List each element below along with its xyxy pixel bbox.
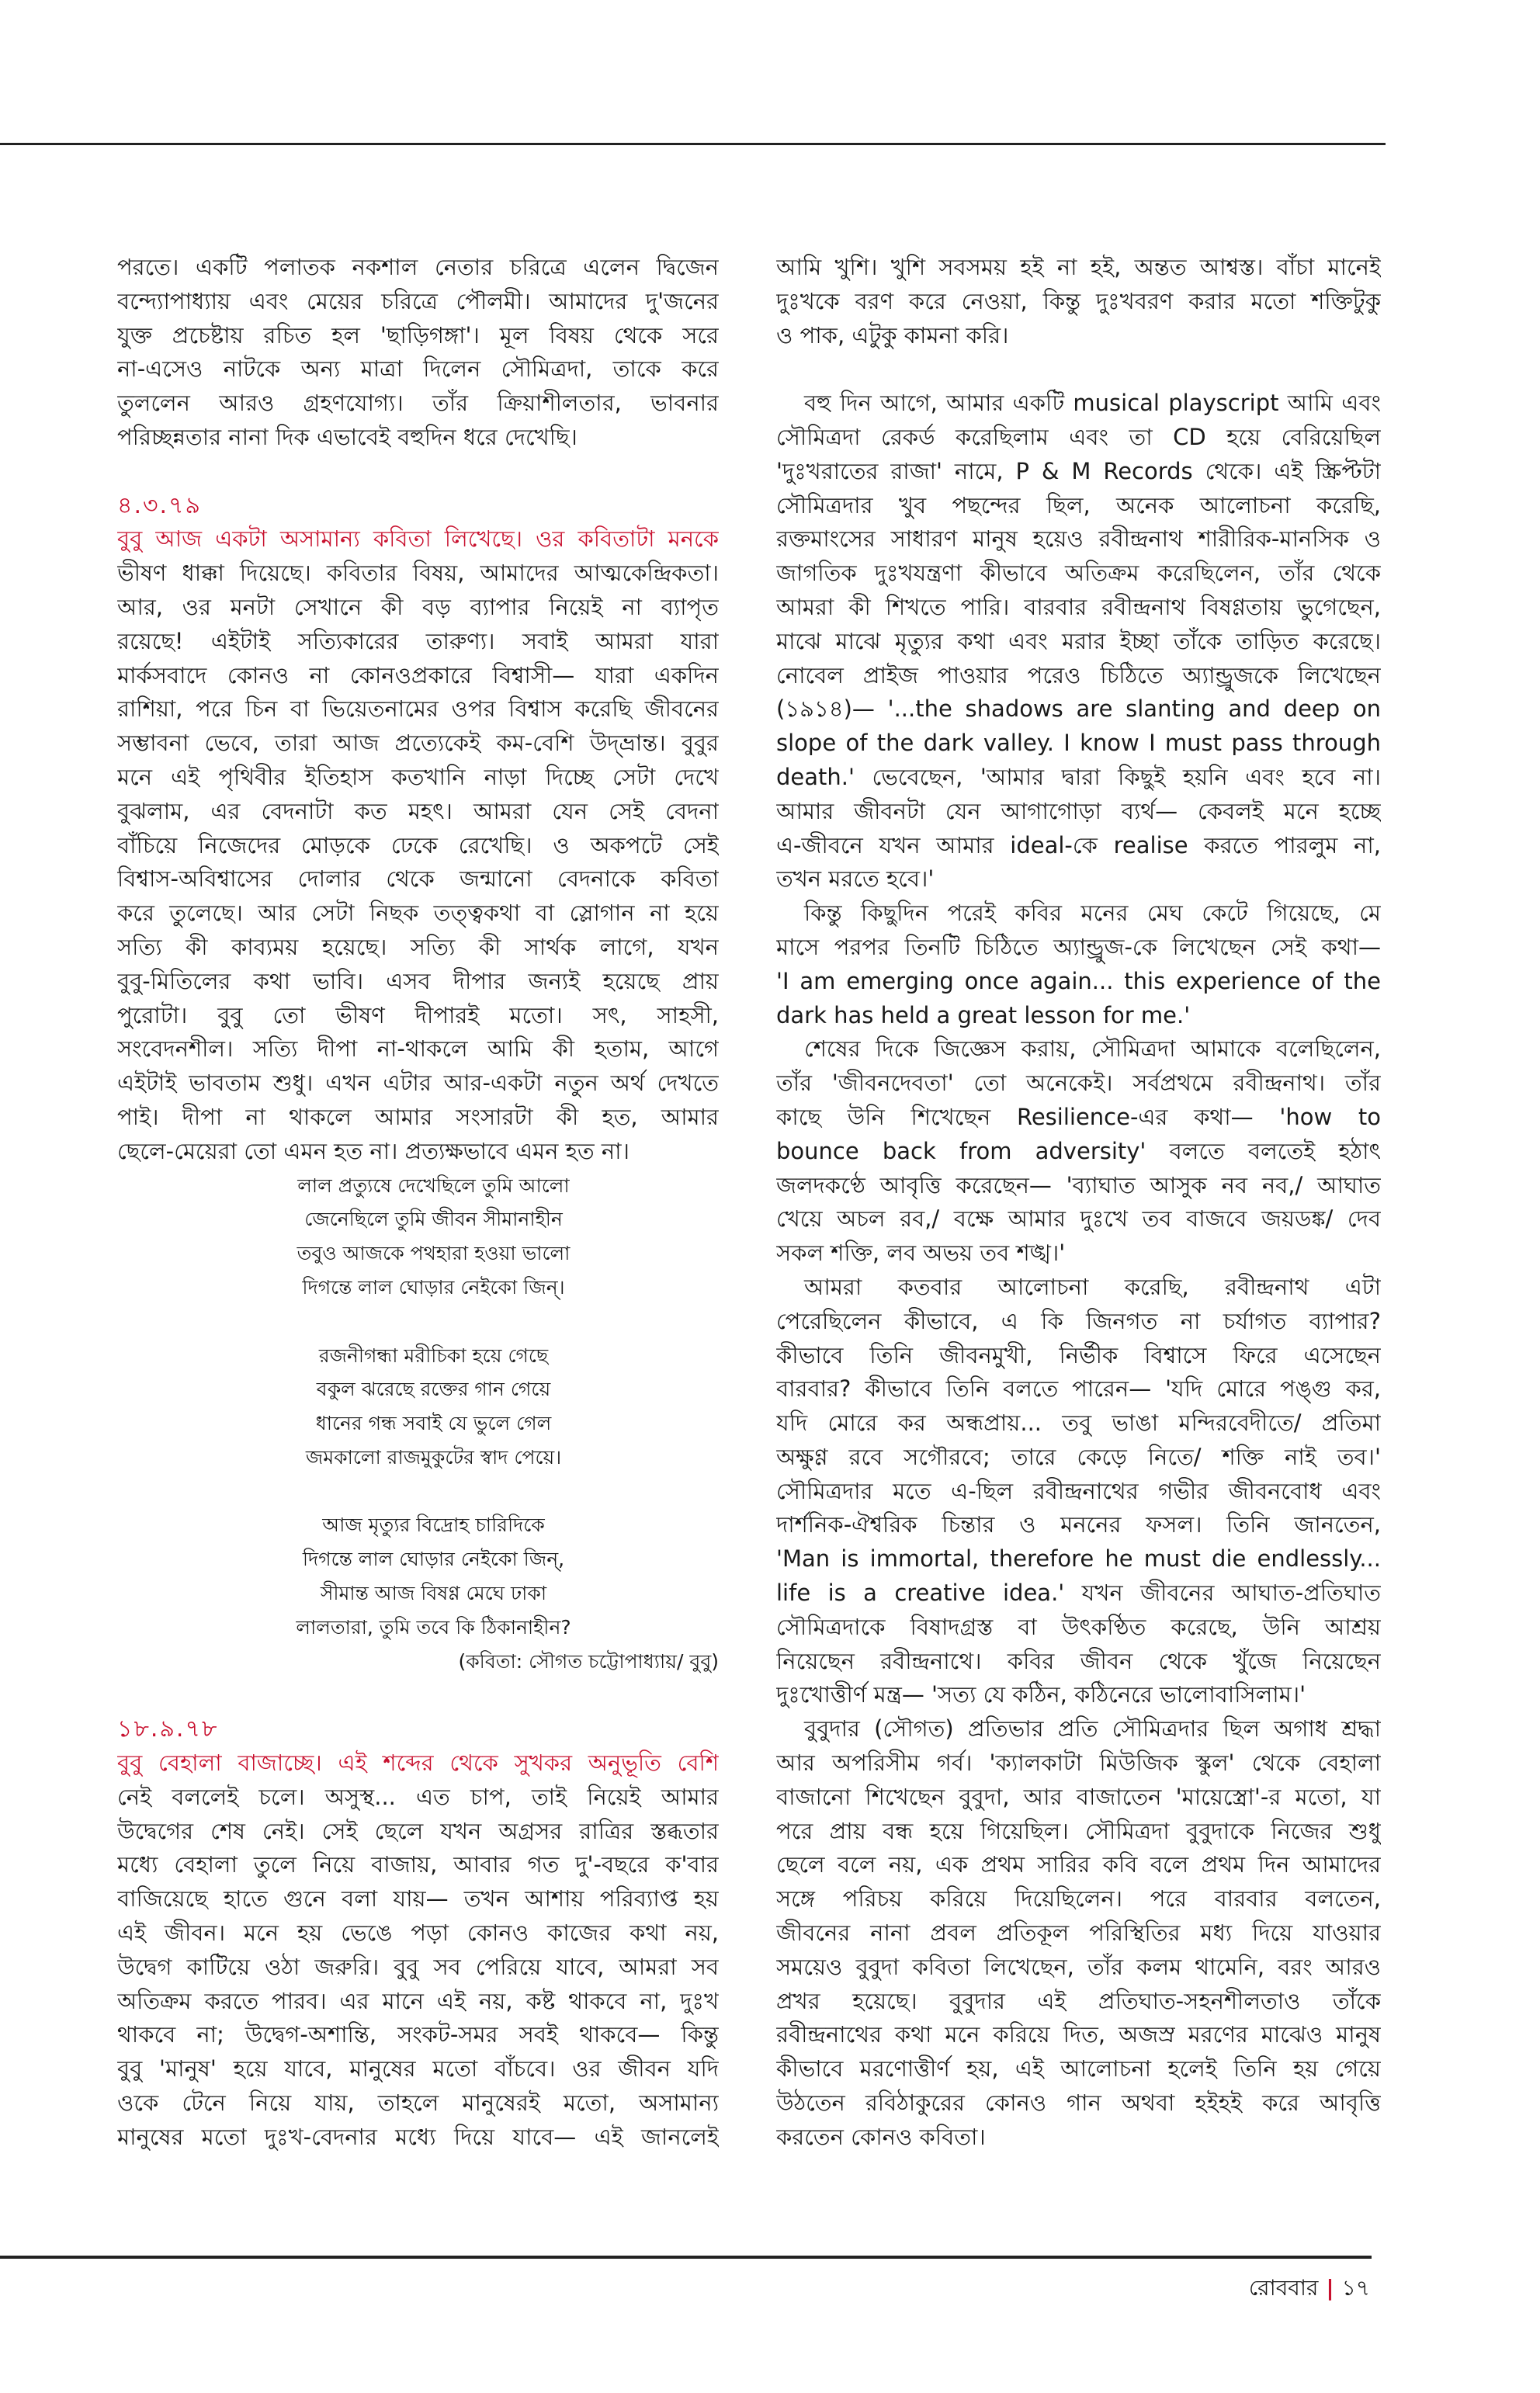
- text-line: দার্শনিক-ঐশ্বরিক চিন্তার ও মননের ফসল। তিনি জানতেন,: [776, 1511, 1381, 1538]
- entry-lead-line: বুবু বেহালা বাজাচ্ছে। এই শব্দের থেকে সুখকর অনুভূতি বেশি: [117, 1750, 719, 1777]
- text-line: বাজিয়েছে হাতে গুনে বলা যায়— তখন আশায় পরিব্যাপ্ত হয়: [117, 1885, 719, 1913]
- text-line: কীভাবে মরণোত্তীর্ণ হয়, এই আলোচনা হলেই তিনি হয় গেয়ে: [776, 2055, 1381, 2083]
- text-line: করতেন কোনও কবিতা।: [776, 2123, 986, 2150]
- text-line: ওকে টেনে নিয়ে যায়, তাহলে মানুষেরই মতো, অসামান্য: [117, 2090, 719, 2117]
- text-line: মার্কসবাদে কোনও না কোনওপ্রকারে বিশ্বাসী— যারা একদিন: [117, 661, 719, 688]
- text-line: সকল শক্তি, লব অভয় তব শঙ্খ।': [776, 1240, 1066, 1267]
- text-line: সৌমিত্রদার মতে এ-ছিল রবীন্দ্রনাথের গভীর জীবনবোধ এবং: [776, 1477, 1381, 1504]
- text-line: তখন মরতে হবে।': [776, 865, 935, 893]
- text-line: (১৯১৪)— '...the shadows are slanting and deep on: [776, 695, 1381, 723]
- text-line: থাকবে না; উদ্বেগ-অশান্তি, সংকট-সমর সবই থাকবে— কিন্তু: [117, 2021, 719, 2048]
- right-column: [776, 251, 1381, 2155]
- text-line: পরতে। একটি পলাতক নকশাল নেতার চরিত্রে এলেন দ্বিজেন: [117, 254, 719, 280]
- text-line: পুরোটা। বুবু তো ভীষণ দীপারই মতো। সৎ, সাহসী,: [117, 1001, 719, 1028]
- text-line: 'Man is immortal, therefore he must die endlessly...: [776, 1545, 1381, 1573]
- poem-line: সীমান্ত আজ বিষণ্ণ মেঘে ঢাকা: [320, 1582, 547, 1605]
- text-line: মাঝে মাঝে মৃত্যুর কথা এবং মরার ইচ্ছা তাঁকে তাড়িত করেছে।: [776, 627, 1381, 654]
- text-line: বুবু 'মানুষ' হয়ে যাবে, মানুষের মতো বাঁচবে। ওর জীবন যদি: [117, 2055, 719, 2083]
- poem-line: বকুল ঝরেছে রক্তের গান গেয়ে: [316, 1378, 551, 1401]
- text-line: করে তুলেছে। আর সেটা নিছক তত্ত্বকথা বা স্লোগান না হয়ে: [117, 900, 719, 927]
- text-line: দুঃখোত্তীর্ণ মন্ত্র— 'সত্য যে কঠিন, কঠিনেরে ভালোবাসিলাম।': [776, 1681, 1306, 1708]
- entry-date: ৪.৩.৭৯: [117, 491, 203, 519]
- text-line: তুললেন আরও গ্রহণযোগ্য। তাঁর ক্রিয়াশীলতার, ভাবনার: [117, 390, 719, 417]
- text-line: জলদকণ্ঠে আবৃত্তি করেছেন— 'ব্যাঘাত আসুক নব নব,/ আঘাত: [776, 1171, 1381, 1198]
- text-line: সময়েও বুবুদা কবিতা লিখেছেন, তাঁর কলম থামেনি, বরং আরও: [776, 1953, 1381, 1980]
- text-line: এ-জীবনে যখন আমার ideal-কে realise করতে পারলুম না,: [776, 831, 1381, 858]
- text-line: বাঁচিয়ে নিজেদের মোড়কে ঢেকে রেখেছি। ও অকপটে সেই: [117, 831, 719, 858]
- text-line: বুঝলাম, এর বেদনাটা কত মহৎ। আমরা যেন সেই বেদনা: [117, 797, 719, 824]
- text-line: দুঃখকে বরণ করে নেওয়া, কিন্তু দুঃখবরণ করার মতো শক্তিটুকু: [776, 287, 1381, 314]
- text-line: মাসে পরপর তিনটি চিঠিতে অ্যান্ড্রুজ-কে লিখেছেন সেই কথা—: [776, 933, 1381, 960]
- text-line: রবীন্দ্রনাথের কথা মনে করিয়ে দিত, অজস্র মরণের মাঝেও মানুষ: [776, 2021, 1381, 2048]
- text-line: শেষের দিকে জিজ্ঞেস করায়, সৌমিত্রদা আমাকে বলেছিলেন,: [804, 1035, 1381, 1063]
- text-line: কিন্তু কিছুদিন পরেই কবির মনের মেঘ কেটে গিয়েছে, মে: [804, 900, 1381, 927]
- blank-line: [117, 1678, 719, 1712]
- text-line: bounce back from adversity' বলতে বলতেই হঠাৎ: [776, 1137, 1381, 1164]
- text-line: সৌমিত্রদা রেকর্ড করেছিলাম এবং তা CD হয়ে বেরিয়েছিল: [776, 423, 1381, 450]
- entry-lead-line: বুবু আজ একটা অসামান্য কবিতা লিখেছে। ওর কবিতাটা মনকে: [117, 525, 719, 553]
- text-line: dark has held a great lesson for me.': [776, 1001, 1191, 1028]
- text-line: মানুষের মতো দুঃখ-বেদনার মধ্যে দিয়ে যাবে— এই জানলেই: [117, 2123, 719, 2150]
- left-column: [117, 251, 719, 2155]
- poem-line: দিগন্তে লাল ঘোড়ার নেইকো জিন্।: [302, 1275, 565, 1299]
- poem-line: ধানের গন্ধ সবাই যে ভুলে গেল: [315, 1412, 552, 1435]
- text-line: পাই। দীপা না থাকলে আমার সংসারটা কী হত, আমার: [117, 1103, 719, 1130]
- text-line: সত্যি কী কাব্যময় হয়েছে। সত্যি কী সার্থক লাগে, যখন: [117, 933, 719, 960]
- poem-line: লালতারা, তুমি তবে কি ঠিকানাহীন?: [296, 1615, 571, 1639]
- text-line: জাগতিক দুঃখযন্ত্রণা কীভাবে অতিক্রম করেছিলেন, তাঁর থেকে: [776, 560, 1381, 587]
- text-line: না-এসেও নাটকে অন্য মাত্রা দিলেন সৌমিত্রদা, তাকে করে: [117, 355, 719, 383]
- text-line: ভীষণ ধাক্কা দিয়েছে। কবিতার বিষয়, আমাদের আত্মকেন্দ্রিকতা।: [117, 560, 719, 587]
- footer-rule: [0, 2256, 1372, 2259]
- text-line: 'I am emerging once again... this experience of the: [776, 967, 1381, 994]
- blank-line: [117, 1305, 719, 1339]
- text-line: কাছে উনি শিখেছেন Resilience-এর কথা— 'how to: [776, 1103, 1381, 1130]
- text-line: বিশ্বাস-অবিশ্বাসের দোলার থেকে জন্মানো বেদনাকে কবিতা: [117, 865, 719, 893]
- footer-separator: |: [1326, 2275, 1334, 2301]
- text-line: death.' ভেবেছেন, 'আমার দ্বারা কিছুই হয়নি এবং হবে না।: [776, 763, 1381, 790]
- blank-line: [117, 1475, 719, 1509]
- text-line: আর অপরিসীম গর্ব। 'ক্যালকাটা মিউজিক স্কুল' থেকে বেহালা: [776, 1750, 1381, 1777]
- text-line: আমার জীবনটা যেন আগাগোড়া ব্যর্থ— কেবলই মনে হচ্ছে: [776, 797, 1381, 824]
- text-line: পরিচ্ছন্নতার নানা দিক এভাবেই বহুদিন ধরে দেখেছি।: [117, 423, 578, 450]
- text-line: মনে এই পৃথিবীর ইতিহাস কতখানি নাড়া দিচ্ছে সেটা দেখে: [117, 763, 719, 790]
- text-line: পরে প্রায় বন্ধ হয়ে গিয়েছিল। সৌমিত্রদা বুবুদাকে নিজের শুধু: [776, 1817, 1381, 1844]
- text-line: তাঁর 'জীবনদেবতা' তো অনেকেই। সর্বপ্রথমে রবীন্দ্রনাথ। তাঁর: [776, 1070, 1381, 1097]
- text-line: আমরা কতবার আলোচনা করেছি, রবীন্দ্রনাথ এটা: [804, 1273, 1381, 1300]
- text-line: কীভাবে তিনি জীবনমুখী, নির্ভীক বিশ্বাসে ফিরে এসেছেন: [776, 1341, 1381, 1368]
- text-line: নেই বললেই চলে। অসুস্থ... এত চাপ, তাই নিয়েই আমার: [117, 1783, 719, 1810]
- text-line: বুবুদার (সৌগত) প্রতিভার প্রতি সৌমিত্রদার ছিল অগাধ শ্রদ্ধা: [804, 1715, 1381, 1743]
- text-line: যদি মোরে কর অন্ধপ্রায়... তবু ভাঙা মন্দিরবেদীতে/ প্রতিমা: [776, 1410, 1381, 1437]
- text-line: বহু দিন আগে, আমার একটি musical playscript আমি এবং: [804, 390, 1381, 417]
- text-line: slope of the dark valley. I know I must pass through: [776, 730, 1381, 757]
- text-line: বাজানো শিখেছেন বুবুদা, আর বাজাতেন 'মায়েস্ত্রো'-র মতো, যা: [776, 1783, 1381, 1810]
- blank-line: [776, 352, 1381, 387]
- text-line: সৌমিত্রদার খুব পছন্দের ছিল, অনেক আলোচনা করেছি,: [776, 491, 1381, 518]
- text-line: রয়েছে! এইটাই সত্যিকারের তারুণ্য। সবাই আমরা যারা: [117, 627, 719, 654]
- poem-line: লাল প্রত্যুষে দেখেছিলে তুমি আলো: [297, 1174, 570, 1197]
- text-line: সঙ্গে পরিচয় করিয়ে দিয়েছিলেন। পরে বারবার বলতেন,: [776, 1885, 1381, 1913]
- text-line: এইটাই ভাবতাম শুধু। এখন এটার আর-একটা নতুন অর্থ দেখতে: [117, 1070, 719, 1097]
- text-line: রাশিয়া, পরে চিন বা ভিয়েতনামের ওপর বিশ্বাস করেছি জীবনের: [117, 695, 719, 723]
- text-line: পেরেছিলেন কীভাবে, এ কি জিনগত না চর্যাগত ব্যাপার?: [776, 1307, 1381, 1334]
- text-line: সৌমিত্রদাকে বিষাদগ্রস্ত বা উৎকণ্ঠিত করেছে, উনি আশ্রয়: [776, 1613, 1381, 1640]
- page-number: ১৭: [1341, 2275, 1370, 2301]
- text-line: বুবু-মিতিলের কথা ভাবি। এসব দীপার জন্যই হয়েছে প্রায়: [117, 967, 719, 994]
- blank-line: [117, 455, 719, 489]
- text-line: অতিক্রম করতে পারব। এর মানে এই নয়, কষ্ট থাকবে না, দুঃখ: [117, 1987, 719, 2014]
- text-line: সংবেদনশীল। সত্যি দীপা না-থাকলে আমি কী হতাম, আগে: [117, 1035, 719, 1063]
- text-line: জীবনের নানা প্রবল প্রতিকূল পরিস্থিতির মধ্য দিয়ে যাওয়ার: [776, 1920, 1381, 1947]
- page-footer: [1249, 2273, 1370, 2304]
- text-line: ছেলে-মেয়েরা তো এমন হত না। প্রত্যক্ষভাবে এমন হত না।: [117, 1137, 630, 1164]
- entry-date: ১৮.৯.৭৮: [117, 1715, 219, 1743]
- text-line: উঠতেন রবিঠাকুরের কোনও গান অথবা হইহই করে আবৃত্তি: [776, 2090, 1381, 2117]
- text-line: যুক্ত প্রচেষ্টায় রচিত হল 'ছাড়িগঙ্গা'। মূল বিষয় থেকে সরে: [117, 321, 719, 349]
- text-line: রক্তমাংসের সাধারণ মানুষ হয়েও রবীন্দ্রনাথ শারীরিক-মানসিক ও: [776, 525, 1381, 553]
- poem-line: তবুও আজকে পথহারা হওয়া ভালো: [297, 1242, 571, 1265]
- poem-line: আজ মৃত্যুর বিদ্রোহ চারিদিকে: [322, 1514, 545, 1537]
- poem-line: রজনীগন্ধা মরীচিকা হয়ে গেছে: [318, 1344, 549, 1367]
- text-line: আর, ওর মনটা সেখানে কী বড় ব্যাপার নিয়েই না ব্যাপৃত: [117, 593, 719, 620]
- poem-line: দিগন্তে লাল ঘোড়ার নেইকো জিন্,: [302, 1548, 565, 1571]
- text-line: ছেলে বলে নয়, এক প্রথম সারির কবি বলে প্রথম দিন আমাদের: [776, 1851, 1381, 1878]
- text-line: অক্ষুণ্ণ রবে সগৌরবে; তারে কেড়ে নিতে/ শক্তি নাই তব।': [776, 1443, 1381, 1470]
- text-line: এই জীবন। মনে হয় ভেঙে পড়া কোনও কাজের কথা নয়,: [117, 1920, 719, 1947]
- poem-credit: (কবিতা: সৌগত চট্টোপাধ্যায়/ বুবু): [458, 1649, 719, 1673]
- text-line: মধ্যে বেহালা তুলে নিয়ে বাজায়, আবার গত দু'-বছরে ক'বার: [117, 1851, 719, 1878]
- poem-line: জেনেছিলে তুমি জীবন সীমানাহীন: [304, 1208, 563, 1231]
- text-line: life is a creative idea.' যখন জীবনের আঘাত-প্রতিঘাত: [776, 1580, 1381, 1607]
- text-line: 'দুঃখরাতের রাজা' নামে, P & M Records থেকে। এই স্ক্রিপ্টটা: [776, 457, 1381, 484]
- text-line: আমি খুশি। খুশি সবসময় হই না হই, অন্তত আশ্বস্ত। বাঁচা মানেই: [776, 254, 1381, 280]
- header-rule: [0, 143, 1386, 145]
- text-line: নিয়েছেন রবীন্দ্রনাথে। কবির জীবন থেকে খুঁজে নিয়েছেন: [776, 1647, 1381, 1674]
- poem-line: জমকালো রাজমুকুটের স্বাদ পেয়ে।: [305, 1445, 562, 1469]
- text-line: প্রখর হয়েছে। বুবুদার এই প্রতিঘাত-সহনশীলতাও তাঁকে: [776, 1987, 1381, 2014]
- text-line: সম্ভাবনা ভেবে, তারা আজ প্রত্যেকেই কম-বেশি উদ্‌ভ্রান্ত। বুবুর: [117, 730, 719, 757]
- text-line: খেয়ে অচল রব,/ বক্ষে আমার দুঃখে তব বাজবে জয়ডঙ্ক/ দেব: [776, 1205, 1381, 1233]
- text-line: আমরা কী শিখতে পারি। বারবার রবীন্দ্রনাথ বিষণ্ণতায় ভুগেছেন,: [776, 593, 1381, 620]
- text-line: ও পাক, এটুকু কামনা করি।: [776, 321, 1009, 349]
- magazine-name: রোববার: [1248, 2275, 1319, 2301]
- text-line: উদ্বেগ কাটিয়ে ওঠা জরুরি। বুবু সব পেরিয়ে যাবে, আমরা সব: [117, 1953, 719, 1980]
- text-line: নোবেল প্রাইজ পাওয়ার পরেও চিঠিতে অ্যান্ড্রুজকে লিখেছেন: [776, 661, 1381, 688]
- text-line: উদ্বেগের শেষ নেই। সেই ছেলে যখন অগ্রসর রাত্রির স্তব্ধতার: [117, 1817, 719, 1844]
- text-line: বন্দ্যোপাধ্যায় এবং মেয়ের চরিত্রে পৌলমী। আমাদের দু'জনের: [117, 287, 719, 314]
- text-line: বারবার? কীভাবে তিনি বলতে পারেন— 'যদি মোরে পঙ্গু কর,: [776, 1375, 1381, 1403]
